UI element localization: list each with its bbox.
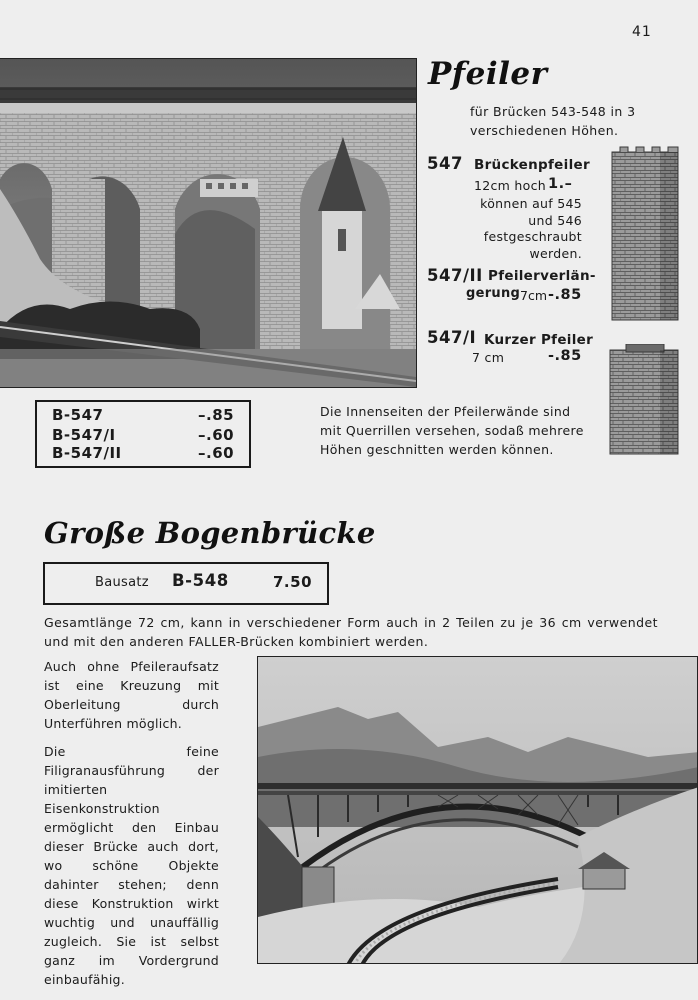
page-number: 41 — [632, 24, 652, 40]
price-row-label: B-547 — [52, 406, 104, 424]
price-row-value: –.85 — [198, 406, 235, 424]
item-547-size: 12cm hoch — [474, 178, 546, 193]
bogenbruecke-description: Gesamtlänge 72 cm, kann in verschiedener Form auch in 2 Teilen zu je 36 cm verwendet und mit den anderen FALLER-Brücken kombiniert werden. — [44, 615, 658, 649]
pfeiler-title: Pfeiler — [428, 56, 548, 92]
price-box-b547 — [35, 400, 251, 468]
bogenbruecke-title: Große Bogenbrücke — [44, 516, 376, 550]
item-547-ii-number: 547/II — [427, 266, 483, 285]
bausatz-label: Bausatz — [95, 575, 149, 590]
item-547-price: 1.– — [548, 176, 573, 192]
pfeiler-intro: für Brücken 543-548 in 3 verschiedenen Höhen. — [470, 104, 636, 138]
price-row-value: –.60 — [198, 444, 235, 462]
price-row-label: B-547/I — [52, 426, 116, 444]
article-code: B-548 — [172, 571, 229, 590]
price-row-label: B-547/II — [52, 444, 122, 462]
price-row — [52, 406, 235, 426]
price-row — [52, 444, 235, 464]
item-547-i-price: -.85 — [548, 348, 582, 364]
article-price: 7.50 — [273, 573, 313, 591]
pfeiler-inner-note: Die Innenseiten der Pfeilerwände sind mit Querrillen versehen, sodaß mehrere Höhen geschnitten werden können. — [320, 404, 584, 457]
bogenbruecke-para-1: Auch ohne Pfeileraufsatz ist eine Kreuzung mit Oberleitung durch Unterführen möglich. — [44, 659, 219, 731]
price-row — [52, 426, 235, 446]
item-547-i-name: Kurzer Pfeiler — [484, 332, 594, 348]
viaduct-photo — [0, 58, 417, 388]
bogenbruecke-para-2: Die feine Filigranausführung der imitierten Eisenkonstruktion ermöglicht den Einbau dieser Brücke auch dort, wo schöne Objekte dahinter stehen; denn diese Konstruktion wirkt wuchtig und unauffällig zugleich. Sie ist selbst ganz im Vordergrund einbaufähig. — [44, 744, 219, 987]
item-547-i-number: 547/I — [427, 328, 477, 347]
item-547-i-size: 7 cm — [472, 350, 505, 365]
item-547-number: 547 — [427, 154, 463, 173]
item-547-ii-size: 7cm — [520, 288, 548, 303]
item-547-ii-name: Pfeilerverlän- — [488, 268, 596, 284]
price-box-b548 — [43, 562, 329, 605]
arch-bridge-photo — [257, 656, 698, 964]
short-pillar-illustration — [608, 344, 682, 456]
price-row-value: –.60 — [198, 426, 235, 444]
item-547-ii-price: -.85 — [548, 287, 582, 303]
item-547-ii-name-cont: gerung — [466, 286, 521, 301]
tall-pillar-illustration — [610, 146, 682, 322]
item-547-text: können auf 545 und 546 festgeschraubt werden. — [480, 196, 582, 261]
item-547-name: Brückenpfeiler — [474, 157, 590, 173]
